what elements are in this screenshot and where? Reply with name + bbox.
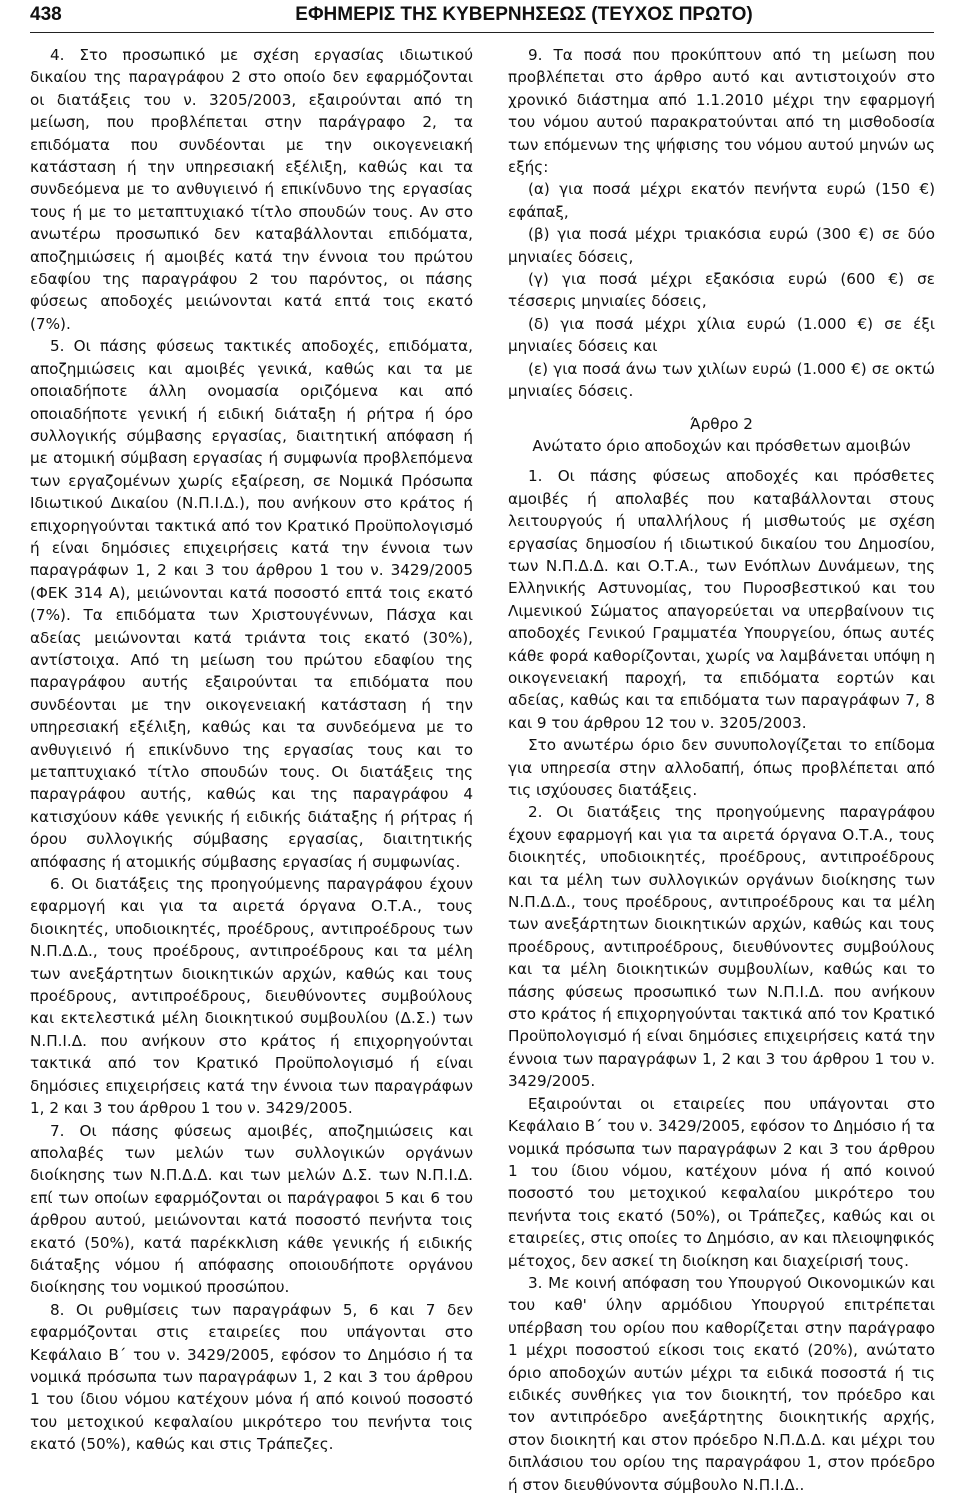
list-item: (δ) για ποσά μέχρι χίλια ευρώ (1.000 €) σε έξι μηνιαίες δόσεις και — [508, 314, 935, 356]
paragraph-4: 4. Στο προσωπικό με σχέση εργασίας ιδιωτικού δικαίου της παραγράφου 2 στο οποίο δεν εφαρμόζονται οι διατάξεις του ν. 3205/2003, εξαιρούνται από τη μείωση, που προβλέπεται στην παράγραφο 2, τα επιδόματα που συνδέονται με την οικογενειακή κατάσταση ή την υπηρεσιακή εξέλιξη, καθώς και τα συνδεόμενα με το ανθυγιεινό ή επικίνδυνο της εργασίας τους ή με το μεταπτυχιακό τίτλο σπουδών τους. Αν στο ανωτέρω προσωπικό δεν καταβάλλονται επιδόματα, αποζημιώσεις ή αμοιβές κατά την έννοια του πρώτου εδαφίου της παραγράφου 2 του παρόντος, οι πάσης φύσεως αποδοχές μειώνονται κατά επτά τοις εκατό (7%). — [30, 46, 473, 333]
list-item: (α) για ποσά μέχρι εκατόν πενήντα ευρώ (150 €) εφάπαξ, — [508, 180, 935, 221]
running-title: ΕΦΗΜΕΡΙΣ ΤΗΣ ΚΥΒΕΡΝΗΣΕΩΣ (ΤΕΥΧΟΣ ΠΡΩΤΟ) — [295, 4, 753, 25]
article-heading: Άρθρο 2 — [690, 414, 753, 433]
page-header — [30, 2, 934, 33]
paragraph-5: 5. Οι πάσης φύσεως τακτικές αποδοχές, επιδόματα, αποζημιώσεις και αμοιβές γενικά, καθώς και τα με οποιαδήποτε άλλη ονομασία οριζόμενα και από οποιαδήποτε γενική ή ειδική διάταξη ή ρήτρα ή όρο συλλογικής σύμβασης εργασίας, διαιτητική απόφαση ή με ατομική σύμβαση εργασίας ή συμφωνία προβλεπόμενα των εργαζομένων χωρίς εξαίρεση, σε Νομικά Πρόσωπα Ιδιωτικού Δικαίου (Ν.Π.Ι.Δ.), που ανήκουν στο κράτος ή επιχορηγούνται τακτικά από τον Κρατικό Προϋπολογισμό ή είναι δημόσιες επιχειρήσεις κατά την έννοια των παραγράφων 1, 2 και 3 του άρθρου 1 του ν. 3429/2005 (ΦΕΚ 314 Α), μειώνονται κατά ποσοστό επτά τοις εκατό (7%). Τα επιδόματα των Χριστουγέννων, Πάσχα και αδείας μειώνονται κατά τριάντα τοις εκατό (30%), αντίστοιχα. Από τη μείωση του πρώτου εδαφίου της παραγράφου αυτής εξαιρούνται τα επιδόματα που συνδέονται με την οικογενειακή κατάσταση ή την υπηρεσιακή εξέλιξη, καθώς και τα συνδεόμενα με το ανθυγιεινό ή επικίνδυνο της εργασίας τους και το μεταπτυχιακό τίτλο σπουδών τους. Οι διατάξεις της παραγράφου αυτής, καθώς και της παραγράφου 4 κατισχύουν κάθε γενικής ή ειδικής διάταξης ή ρήτρας ή όρου συλλογικής σύμβασης εργασίας, διαιτητικής απόφασης ή ατομικής σύμβασης εργασίας ή συμφωνίας. — [30, 337, 473, 871]
article2-paragraph-2: 2. Οι διατάξεις της προηγούμενης παραγράφου έχουν εφαρμογή και για τα αιρετά όργανα Ο.Τ.Α., τους διοικητές, υποδιοικητές, προέδρους, αντιπροέδρους και τα μέλη των συλλογικών οργάνων διοίκησης των Ν.Π.Δ.Δ., τους προέδρους, αντιπροέδρους και τα μέλη των ανεξάρτητων διοικητικών αρχών, καθώς και τους προέδρους, αντιπροέδρους, διευθύνοντες συμβούλους και τα μέλη διοικητικών συμβουλίων, καθώς και το πάσης φύσεως προσωπικό των Ν.Π.Ι.Δ. που ανήκουν στο κράτος ή επιχορηγούνται τακτικά από τον Κρατικό Προϋπολογισμό ή είναι δημόσιες επιχειρήσεις κατά την έννοια των παραγράφων 1, 2 και 3 του άρθρου 1 του ν. 3429/2005. — [508, 803, 935, 1091]
article2-paragraph-3: 3. Με κοινή απόφαση του Υπουργού Οικονομικών και του καθ' ύλην αρμόδιου Υπουργού επιτρέπεται υπέρβαση του ορίου που καθορίζεται στην παράγραφο 1 μέχρι ποσοστού είκοσι τοις εκατό (20%), ανώτατο όριο αποδοχών αυτών μέχρι τα ειδικά ποσοστά ή τις ειδικές συνθήκες για τον διοικητή, τον πρόεδρο και τον αντιπρόεδρο ανεξάρτητης διοικητικής αρχής, στον διοικητή και στον πρόεδρο Ν.Π.Δ.Δ. και μέχρι του διπλάσιου του ορίου της παραγράφου 1, στον πρόεδρο ή στον διευθύνοντα σύμβουλο Ν.Π.Ι.Δ.. — [508, 1273, 935, 1494]
right-column — [508, 44, 935, 1496]
paragraph-6: 6. Οι διατάξεις της προηγούμενης παραγράφου έχουν εφαρμογή και για τα αιρετά όργανα Ο.Τ.Α., τους διοικητές, υποδιοικητές, προέδρους, αντιπροέδρους των Ν.Π.Δ.Δ., τους προέδρους, αντιπροέδρους και τα μέλη των ανεξάρτητων διοικητικών αρχών, καθώς και τους προέδρους, αντιπροέδρους, διευθύνοντες συμβούλους και εκτελεστικά μέλη διοικητικού συμβουλίου (Δ.Σ.) των Ν.Π.Ι.Δ. που ανήκουν στο κράτος ή επιχορηγούνται τακτικά από τον Κρατικό Προϋπολογισμό ή είναι δημόσιες επιχειρήσεις κατά την έννοια των παραγράφων 1, 2 και 3 του άρθρου 1 του ν. 3429/2005. — [30, 875, 473, 1118]
article2-paragraph-1: 1. Οι πάσης φύσεως αποδοχές και πρόσθετες αμοιβές ή απολαβές που καταβάλλονται στους λειτουργούς ή υπαλλήλους ή μισθωτούς με σχέση εργασίας δημοσίου ή ιδιωτικού δικαίου του Δημοσίου, των Ν.Π.Δ.Δ. και Ο.Τ.Α., των Ενόπλων Δυνάμεων, της Ελληνικής Αστυνομίας, του Πυροσβεστικού και του Λιμενικού Σώματος απαγορεύεται να υπερβαίνουν τις αποδοχές Γενικού Γραμματέα Υπουργείου, όπως αυτές κάθε φορά καθορίζονται, χωρίς να λαμβάνεται υπόψη η οικογενειακή παροχή, τα επιδόματα εορτών και αδείας, καθώς και τα επιδόματα των παραγράφων 7, 8 και 9 του άρθρου 12 του ν. 3205/2003. — [508, 467, 935, 732]
article2-paragraph-2b: Εξαιρούνται οι εταιρείες που υπάγονται στο Κεφάλαιο Β΄ του ν. 3429/2005, εφόσον το Δημόσιο ή τα νομικά πρόσωπα των παραγράφων 2 και 3 του άρθρου 1 του ίδιου νόμου, κατέχουν μόνα ή από κοινού ποσοστό του μετοχικού κεφαλαίου μικρότερο του πενήντα τοις εκατό (50%), οι Τράπεζες, καθώς και οι εταιρείες, στις οποίες το Δημόσιο, αν και πλειοψηφικός μέτοχος, δεν ασκεί τη διοίκηση και διαχείρισή τους. — [508, 1094, 935, 1270]
paragraph-7: 7. Οι πάσης φύσεως αμοιβές, αποζημιώσεις και απολαβές των μελών των συλλογικών οργάνων διοίκησης των Ν.Π.Δ.Δ. και των μελών Δ.Σ. των Ν.Π.Ι.Δ. επί των οποίων εφαρμόζονται οι παράγραφοι 5 και 6 του άρθρου αυτού, μειώνονται κατά ποσοστό πενήντα τοις εκατό (50%), κατά παρέκκλιση κάθε γενικής ή ειδικής διάταξης νόμου ή απόφασης οποιουδήποτε οργάνου διοίκησης του νομικού προσώπου. — [30, 1121, 473, 1297]
list-item: (ε) για ποσά άνω των χιλίων ευρώ (1.000 €) σε οκτώ μηνιαίες δόσεις. — [508, 359, 935, 401]
list-item: (β) για ποσά μέχρι τριακόσια ευρώ (300 €) σε δύο μηνιαίες δόσεις, — [508, 225, 935, 266]
article-subheading: Ανώτατο όριο αποδοχών και πρόσθετων αμοιβών — [532, 436, 911, 455]
article2-paragraph-1b: Στο ανωτέρω όριο δεν συνυπολογίζεται το επίδομα για υπηρεσία στην αλλοδαπή, όπως προβλέπεται από τις ισχύουσες διατάξεις. — [508, 736, 935, 799]
list-item: (γ) για ποσά μέχρι εξακόσια ευρώ (600 €) σε τέσσερις μηνιαίες δόσεις, — [508, 270, 935, 311]
page-number: 438 — [30, 4, 62, 25]
paragraph-8: 8. Οι ρυθμίσεις των παραγράφων 5, 6 και 7 δεν εφαρμόζονται στις εταιρείες που υπάγονται στο Κεφάλαιο Β΄ του ν. 3429/2005, εφόσον το Δημόσιο ή τα νομικά πρόσωπα των παραγράφων 1, 2 και 3 του άρθρου 1 του ίδιου νόμου κατέχουν μόνα ή από κοινού ποσοστό του μετοχικού κεφαλαίου μικρότερο του πενήντα τοις εκατό (50%), καθώς και στις Τράπεζες. — [30, 1300, 473, 1454]
paragraph-9: 9. Τα ποσά που προκύπτουν από τη μείωση που προβλέπεται στο άρθρο αυτό και αντιστοιχούν στο χρονικό διάστημα από 1.1.2010 μέχρι την εφαρμογή του νόμου αυτού παρακρατούνται από τη μισθοδοσία των επόμενων της ψήφισης του νόμου αυτού μηνών ως εξής: — [508, 46, 935, 177]
left-column — [30, 44, 473, 1456]
